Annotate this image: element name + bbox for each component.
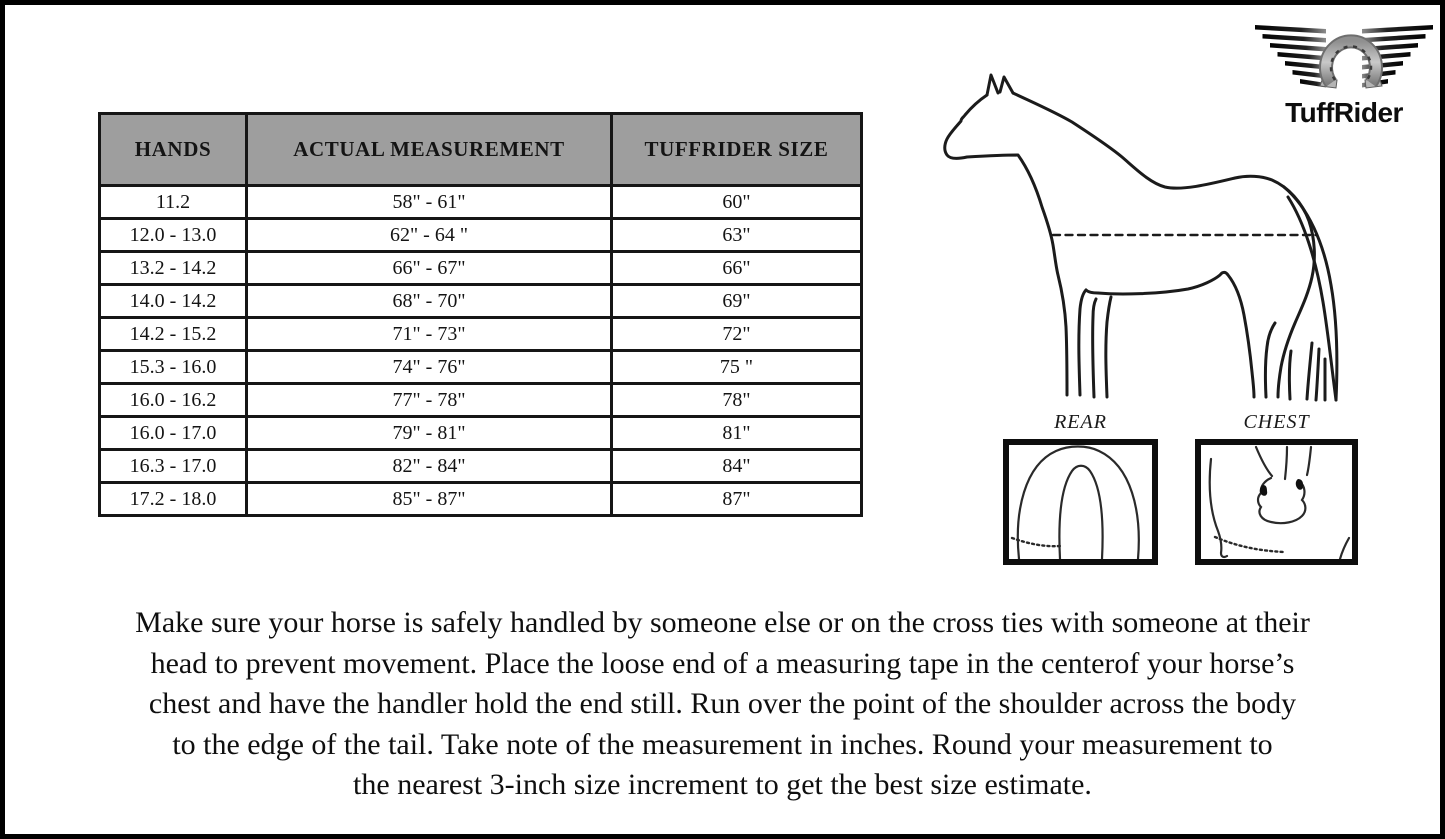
cell-tuffrider-size: 69" xyxy=(612,285,862,318)
table-row xyxy=(100,318,862,351)
cell-actual-measurement: 74" - 76" xyxy=(247,351,612,384)
column-header: HANDS xyxy=(100,114,247,186)
cell-actual-measurement: 71" - 73" xyxy=(247,318,612,351)
table-row xyxy=(100,252,862,285)
cell-actual-measurement: 82" - 84" xyxy=(247,450,612,483)
table-row xyxy=(100,417,862,450)
instruction-line: to the edge of the tail. Take note of the measurement in inches. Round your measurement to xyxy=(172,727,1273,761)
cell-actual-measurement: 79" - 81" xyxy=(247,417,612,450)
cell-actual-measurement: 62" - 64 " xyxy=(247,219,612,252)
brand-name: TuffRider xyxy=(1285,97,1403,128)
cell-tuffrider-size: 87" xyxy=(612,483,862,516)
cell-tuffrider-size: 78" xyxy=(612,384,862,417)
column-header: TUFFRIDER SIZE xyxy=(612,114,862,186)
cell-hands: 14.2 - 15.2 xyxy=(100,318,247,351)
size-chart-table xyxy=(98,112,863,517)
header-row xyxy=(100,114,862,186)
cell-actual-measurement: 85" - 87" xyxy=(247,483,612,516)
cell-tuffrider-size: 72" xyxy=(612,318,862,351)
cell-actual-measurement: 68" - 70" xyxy=(247,285,612,318)
cell-hands: 12.0 - 13.0 xyxy=(100,219,247,252)
table-row xyxy=(100,483,862,516)
cell-hands: 16.0 - 17.0 xyxy=(100,417,247,450)
instruction-line: chest and have the handler hold the end still. Run over the point of the shoulder across the body xyxy=(148,687,1297,720)
chest-figure-label: CHEST xyxy=(1243,411,1310,433)
cell-tuffrider-size: 60" xyxy=(612,186,862,219)
cell-hands: 15.3 - 16.0 xyxy=(100,351,247,384)
tuffrider-logo xyxy=(1249,17,1439,129)
table-row xyxy=(100,384,862,417)
cell-tuffrider-size: 81" xyxy=(612,417,862,450)
cell-hands: 16.0 - 16.2 xyxy=(100,384,247,417)
cell-tuffrider-size: 75 " xyxy=(612,351,862,384)
cell-tuffrider-size: 84" xyxy=(612,450,862,483)
table-row xyxy=(100,219,862,252)
instruction-line: the nearest 3-inch size increment to get the best size estimate. xyxy=(353,768,1092,801)
cell-tuffrider-size: 66" xyxy=(612,252,862,285)
cell-hands: 16.3 - 17.0 xyxy=(100,450,247,483)
horse-chest-view-icon xyxy=(1201,445,1352,559)
cell-hands: 17.2 - 18.0 xyxy=(100,483,247,516)
cell-actual-measurement: 77" - 78" xyxy=(247,384,612,417)
cell-hands: 14.0 - 14.2 xyxy=(100,285,247,318)
horse-rear-view-icon xyxy=(1009,445,1152,559)
table-row xyxy=(100,351,862,384)
cell-actual-measurement: 66" - 67" xyxy=(247,252,612,285)
rear-figure xyxy=(1003,411,1158,565)
instruction-line: Make sure your horse is safely handled by someone else or on the cross ties with someone at their xyxy=(135,606,1310,639)
column-header: ACTUAL MEASUREMENT xyxy=(247,114,612,186)
rear-figure-label: REAR xyxy=(1054,411,1107,433)
cell-hands: 13.2 - 14.2 xyxy=(100,252,247,285)
measuring-instructions xyxy=(33,603,1412,806)
rear-figure-box xyxy=(1003,439,1158,565)
chest-figure-box xyxy=(1195,439,1358,565)
table-row xyxy=(100,450,862,483)
cell-hands: 11.2 xyxy=(100,186,247,219)
table-row xyxy=(100,285,862,318)
table-row xyxy=(100,186,862,219)
chest-figure xyxy=(1195,411,1358,565)
horseshoe-wings-icon xyxy=(1251,17,1437,99)
instruction-line: head to prevent movement. Place the loose end of a measuring tape in the centerof your horse’s xyxy=(150,646,1295,680)
cell-actual-measurement: 58" - 61" xyxy=(247,186,612,219)
cell-tuffrider-size: 63" xyxy=(612,219,862,252)
